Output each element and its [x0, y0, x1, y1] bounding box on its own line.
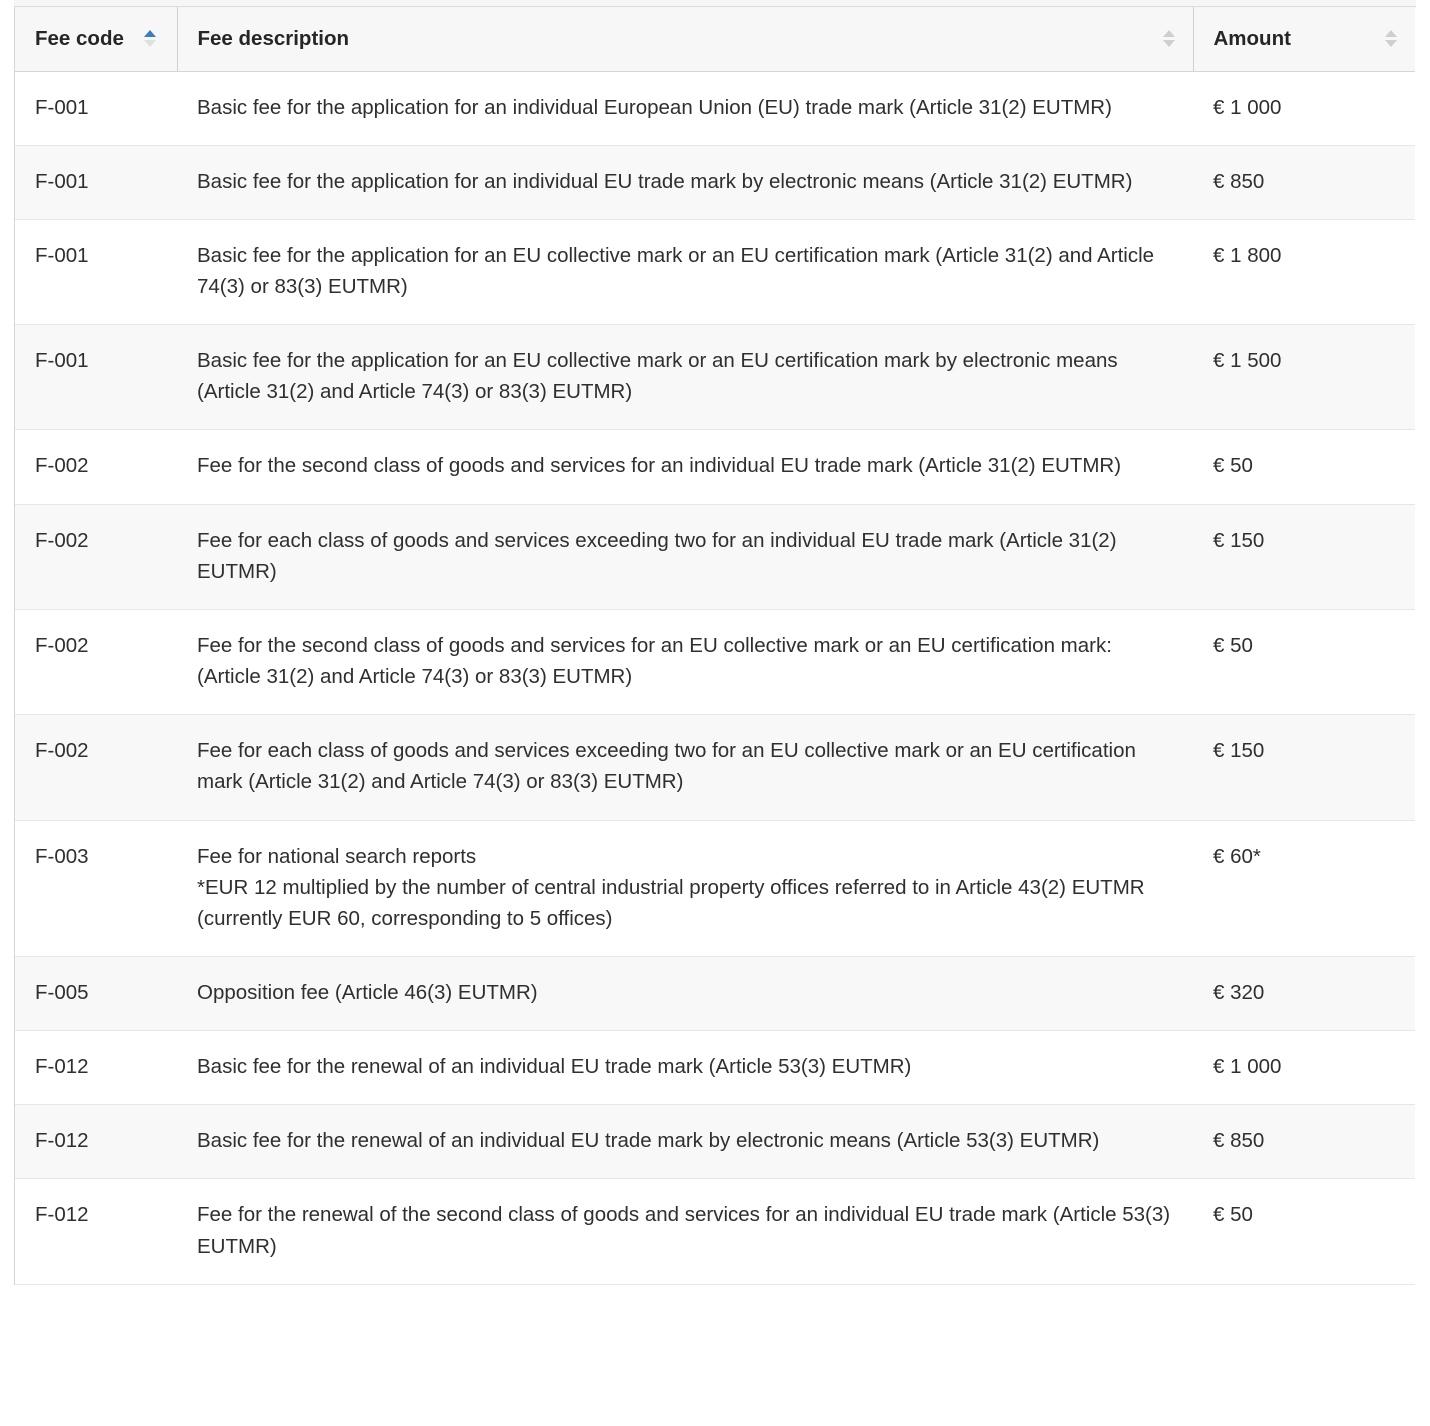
cell-amount: € 60*: [1193, 820, 1415, 956]
cell-fee-description: Basic fee for the application for an EU collective mark or an EU certification mark by electronic means (Article 31(2) and Article 74(3) or 83(3) EUTMR): [177, 325, 1193, 430]
table-row: [15, 1031, 1415, 1105]
cell-fee-code: F-002: [15, 609, 177, 714]
cell-fee-description: Fee for each class of goods and services exceeding two for an individual EU trade mark (Article 31(2) EUTMR): [177, 504, 1193, 609]
sort-arrows-icon-fee-code[interactable]: [144, 30, 156, 47]
table-row: [15, 820, 1415, 956]
cell-amount: € 850: [1193, 145, 1415, 219]
cell-fee-description: Basic fee for the application for an individual European Union (EU) trade mark (Article 31(2) EUTMR): [177, 71, 1193, 145]
table-row: [15, 957, 1415, 1031]
sort-ascending-arrow-icon: [1163, 30, 1175, 37]
cell-fee-description: Basic fee for the application for an EU collective mark or an EU certification mark (Article 31(2) and Article 74(3) or 83(3) EUTMR): [177, 219, 1193, 324]
table-row: [15, 1105, 1415, 1179]
cell-amount: € 50: [1193, 609, 1415, 714]
cell-fee-description: Fee for the second class of goods and services for an individual EU trade mark (Article 31(2) EUTMR): [177, 430, 1193, 504]
cell-fee-code: F-001: [15, 325, 177, 430]
cell-amount: € 1 800: [1193, 219, 1415, 324]
column-header-label-fee-code: Fee code: [35, 26, 124, 50]
cell-fee-description: Basic fee for the application for an individual EU trade mark by electronic means (Article 31(2) EUTMR): [177, 145, 1193, 219]
sort-ascending-arrow-icon: [144, 30, 156, 37]
cell-amount: € 320: [1193, 957, 1415, 1031]
table-header-row: [15, 7, 1415, 71]
cell-fee-code: F-002: [15, 504, 177, 609]
column-header-fee-code[interactable]: [15, 7, 177, 71]
page-top-divider: [14, 0, 1416, 7]
sort-descending-arrow-icon: [1385, 40, 1397, 47]
cell-fee-code: F-001: [15, 145, 177, 219]
description-line: Fee for national search reports: [197, 844, 477, 868]
description-line: *EUR 12 multiplied by the number of central industrial property offices referred to in Article 43(2) EUTMR (currently EUR 60, corresponding to 5 offices): [197, 875, 1145, 930]
cell-fee-description: Basic fee for the renewal of an individual EU trade mark (Article 53(3) EUTMR): [177, 1031, 1193, 1105]
table-row: [15, 430, 1415, 504]
cell-fee-description: Fee for the second class of goods and services for an EU collective mark or an EU certification mark: (Article 31(2) and Article 74(3) or 83(3) EUTMR): [177, 609, 1193, 714]
cell-fee-code: F-012: [15, 1105, 177, 1179]
column-header-amount[interactable]: [1193, 7, 1415, 71]
fee-table-container: [14, 7, 1415, 1285]
cell-fee-code: F-012: [15, 1179, 177, 1284]
table-row: [15, 71, 1415, 145]
table-row: [15, 504, 1415, 609]
cell-amount: € 1 500: [1193, 325, 1415, 430]
cell-fee-code: F-012: [15, 1031, 177, 1105]
cell-amount: € 850: [1193, 1105, 1415, 1179]
cell-amount: € 150: [1193, 715, 1415, 820]
cell-amount: € 1 000: [1193, 1031, 1415, 1105]
column-header-label-amount: Amount: [1213, 26, 1291, 50]
cell-fee-description: Fee for each class of goods and services exceeding two for an EU collective mark or an EU certification mark (Article 31(2) and Article 74(3) or 83(3) EUTMR): [177, 715, 1193, 820]
cell-fee-code: F-005: [15, 957, 177, 1031]
cell-amount: € 150: [1193, 504, 1415, 609]
table-row: [15, 609, 1415, 714]
cell-fee-code: F-001: [15, 71, 177, 145]
table-row: [15, 715, 1415, 820]
cell-fee-description: Fee for the renewal of the second class of goods and services for an individual EU trade mark (Article 53(3) EUTMR): [177, 1179, 1193, 1284]
table-body: [15, 71, 1415, 1284]
cell-fee-code: F-002: [15, 430, 177, 504]
table-row: [15, 1179, 1415, 1284]
sort-arrows-icon-fee-description[interactable]: [1163, 30, 1175, 47]
cell-fee-code: F-001: [15, 219, 177, 324]
sort-arrows-icon-amount[interactable]: [1385, 30, 1397, 47]
sort-ascending-arrow-icon: [1385, 30, 1397, 37]
sort-descending-arrow-icon: [144, 40, 156, 47]
table-row: [15, 145, 1415, 219]
cell-fee-description: Basic fee for the renewal of an individual EU trade mark by electronic means (Article 53(3) EUTMR): [177, 1105, 1193, 1179]
column-header-label-fee-description: Fee description: [197, 26, 350, 50]
cell-fee-code: F-003: [15, 820, 177, 956]
cell-amount: € 50: [1193, 1179, 1415, 1284]
table-row: [15, 219, 1415, 324]
cell-amount: € 50: [1193, 430, 1415, 504]
column-header-fee-description[interactable]: [177, 7, 1193, 71]
table-header: [15, 7, 1415, 71]
cell-fee-description: [177, 820, 1193, 956]
cell-fee-code: F-002: [15, 715, 177, 820]
cell-amount: € 1 000: [1193, 71, 1415, 145]
sort-descending-arrow-icon: [1163, 40, 1175, 47]
table-row: [15, 325, 1415, 430]
fee-table: [15, 7, 1415, 1285]
cell-fee-description: Opposition fee (Article 46(3) EUTMR): [177, 957, 1193, 1031]
